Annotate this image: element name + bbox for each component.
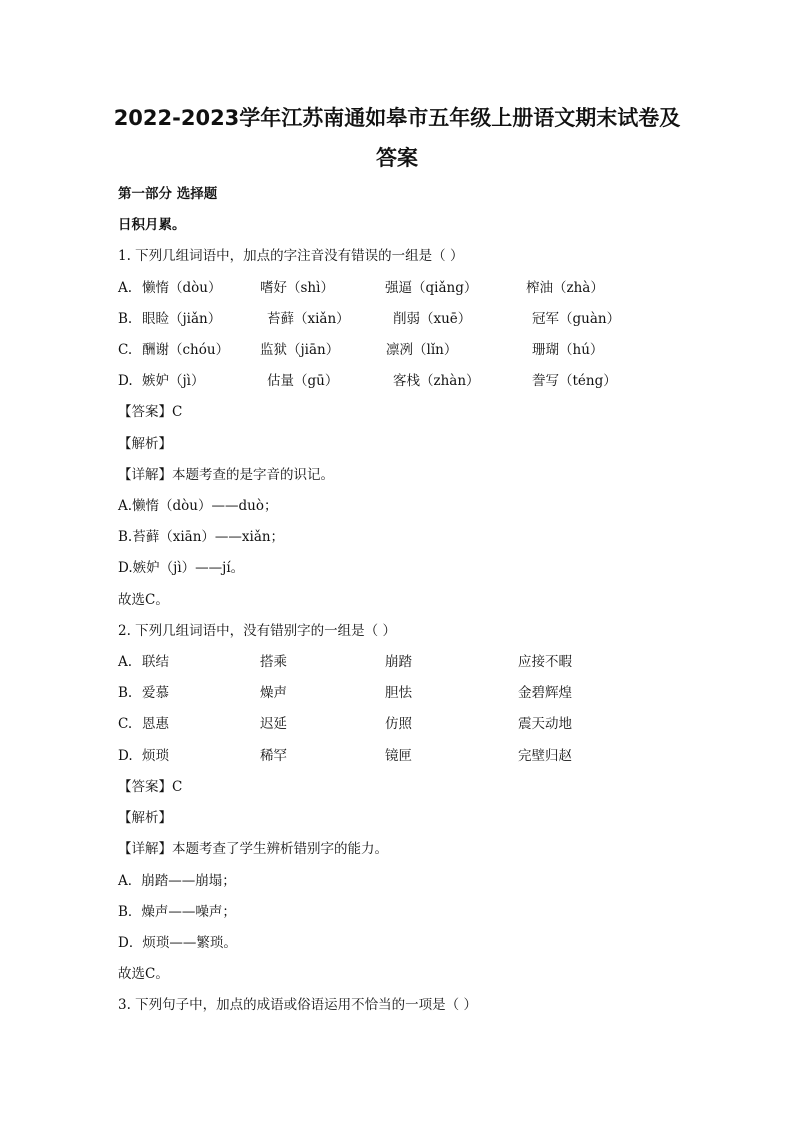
document-title-line-1: 2022-2023学年江苏南通如皋市五年级上册语文期末试卷及 (113, 106, 681, 130)
option-item: 燥声 (260, 685, 287, 701)
answer-line: 【答案】C (118, 404, 183, 420)
option-item: 削弱（xuē） (393, 311, 472, 327)
note-line: B.苔藓（xiān）——xiǎn； (118, 529, 285, 545)
question-stem: 3. 下列句子中，加点的成语或俗语运用不恰当的一项是（ ） (118, 997, 477, 1013)
option-item: 监狱（jiān） (260, 342, 340, 358)
option-item: 眼睑（jiǎn） (142, 311, 222, 327)
option-item: 烦琐 (142, 748, 169, 764)
option-item: 榨油（zhà） (526, 280, 604, 296)
subsection-heading: 日积月累。 (118, 217, 186, 233)
detail-line: 【详解】本题考查的是字音的识记。 (118, 467, 334, 483)
option-item: 嗜好（shì） (260, 280, 334, 296)
option-item: 冠军（guàn） (532, 311, 621, 327)
analysis-label: 【解析】 (118, 436, 172, 452)
option-item: 珊瑚（hú） (532, 342, 604, 358)
section-heading: 第一部分 选择题 (118, 186, 218, 202)
note-line: A.懒惰（dòu）——duò； (118, 498, 278, 514)
option-item: 凛冽（lǐn） (386, 342, 458, 358)
option-item: 联结 (142, 654, 169, 670)
note-line: D.嫉妒（jì）——jí。 (118, 560, 245, 576)
option-item: 金碧辉煌 (518, 685, 572, 701)
option-item: 爱慕 (142, 685, 169, 701)
answer-line: 【答案】C (118, 779, 183, 795)
conclusion-line: 故选C。 (118, 966, 169, 982)
option-item: 震天动地 (518, 716, 572, 732)
note-line: A．崩踏——崩塌； (118, 873, 236, 889)
option-letter: D. (118, 373, 133, 389)
option-item: 镜匣 (385, 748, 412, 764)
option-item: 胆怯 (385, 685, 412, 701)
question-stem: 1. 下列几组词语中，加点的字注音没有错误的一组是（ ） (118, 248, 464, 264)
option-item: 稀罕 (260, 748, 287, 764)
option-letter: B. (118, 685, 133, 701)
option-item: 苔藓（xiǎn） (267, 311, 350, 327)
option-letter: B. (118, 311, 133, 327)
detail-line: 【详解】本题考查了学生辨析错别字的能力。 (118, 841, 388, 857)
option-item: 客栈（zhàn） (393, 373, 480, 389)
document-title-line-2: 答案 (376, 146, 418, 170)
option-item: 懒惰（dòu） (142, 280, 222, 296)
option-item: 应接不暇 (518, 654, 572, 670)
option-item: 酬谢（chóu） (142, 342, 230, 358)
question-stem: 2. 下列几组词语中，没有错别字的一组是（ ） (118, 623, 396, 639)
option-letter: A. (118, 280, 133, 296)
option-letter: D. (118, 748, 133, 764)
analysis-label: 【解析】 (118, 810, 172, 826)
note-line: D．烦琐——繁琐。 (118, 935, 237, 951)
option-item: 迟延 (260, 716, 287, 732)
conclusion-line: 故选C。 (118, 592, 169, 608)
option-item: 强逼（qiǎng） (385, 280, 478, 296)
option-item: 搭乘 (260, 654, 287, 670)
option-letter: A. (118, 654, 133, 670)
option-item: 嫉妒（jì） (142, 373, 205, 389)
option-item: 估量（gū） (267, 373, 339, 389)
option-item: 誊写（téng） (532, 373, 617, 389)
note-line: B．燥声——噪声； (118, 904, 236, 920)
option-item: 仿照 (385, 716, 412, 732)
option-letter: C. (118, 342, 133, 358)
option-letter: C. (118, 716, 133, 732)
option-item: 完壁归赵 (518, 748, 572, 764)
option-item: 恩惠 (142, 716, 169, 732)
option-item: 崩踏 (385, 654, 412, 670)
